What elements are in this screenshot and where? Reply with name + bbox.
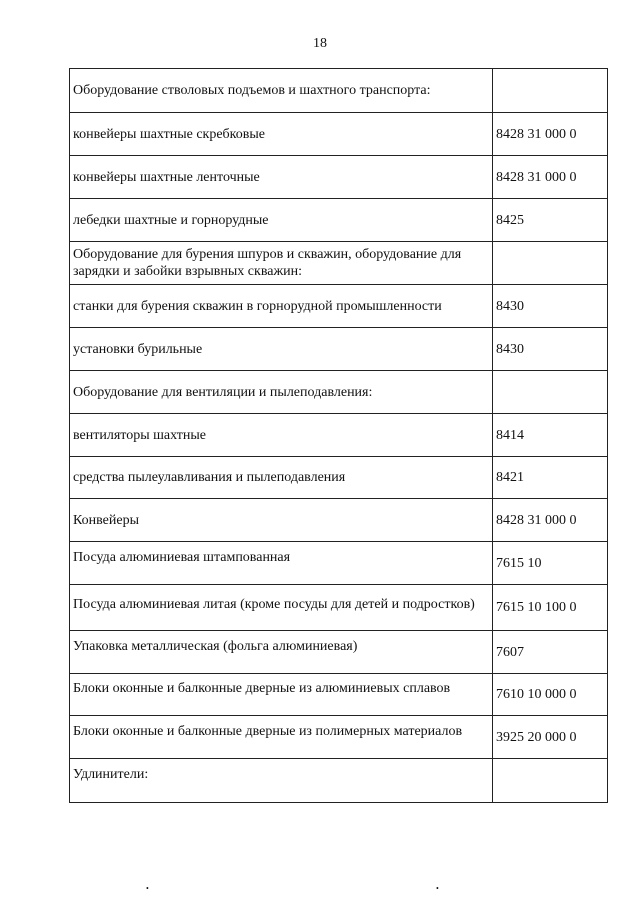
row-name-cell: [70, 285, 493, 328]
row-code: 8428 31 000 0: [496, 512, 577, 528]
row-name-cell: [70, 414, 493, 457]
row-name: лебедки шахтные и горнорудные: [73, 212, 269, 228]
row-code-cell: [493, 242, 608, 285]
row-code: 7615 10 100 0: [496, 600, 577, 615]
row-name-cell: [70, 716, 493, 759]
row-name-cell: [70, 585, 493, 631]
row-name: средства пылеулавливания и пылеподавления: [73, 470, 346, 485]
row-name: конвейеры шахтные ленточные: [73, 169, 260, 185]
row-code-cell: [493, 631, 608, 674]
row-code-cell: [493, 457, 608, 499]
table-row: [70, 371, 608, 414]
row-code-cell: [493, 113, 608, 156]
table-row: [70, 156, 608, 199]
table-row: [70, 69, 608, 113]
table-row: [70, 242, 608, 285]
table-row: [70, 542, 608, 585]
row-code-cell: [493, 542, 608, 585]
row-code: 8428 31 000 0: [496, 169, 577, 185]
table-row: [70, 285, 608, 328]
row-code: 7607: [496, 644, 524, 660]
row-code: 8414: [496, 427, 524, 443]
table-row: [70, 414, 608, 457]
row-name: станки для бурения скважин в горнорудной промышленности: [73, 298, 442, 314]
row-code-cell: [493, 414, 608, 457]
row-name-cell: [70, 371, 493, 414]
table-row: [70, 716, 608, 759]
row-code-cell: [493, 499, 608, 542]
table-row: [70, 674, 608, 716]
row-name: Удлинители:: [73, 767, 149, 782]
row-name: Блоки оконные и балконные дверные из алюминиевых сплавов: [73, 681, 451, 696]
table-row: [70, 328, 608, 371]
row-name-cell: [70, 328, 493, 371]
row-name: Блоки оконные и балконные дверные из полимерных материалов: [73, 723, 463, 739]
row-name: Упаковка металлическая (фольга алюминиевая): [73, 638, 358, 654]
table-row: [70, 499, 608, 542]
row-code-cell: [493, 674, 608, 716]
table-row: [70, 631, 608, 674]
row-name-cell: [70, 113, 493, 156]
classification-table: [69, 68, 608, 803]
row-code-cell: [493, 69, 608, 113]
table-row: [70, 457, 608, 499]
row-code: 7615 10: [496, 555, 542, 571]
row-code-cell: [493, 199, 608, 242]
row-name-cell: [70, 242, 493, 285]
row-name-cell: [70, 69, 493, 113]
table-row: [70, 113, 608, 156]
table-row: [70, 759, 608, 803]
row-name-cell: [70, 457, 493, 499]
row-name: установки бурильные: [73, 341, 203, 357]
row-code-cell: [493, 759, 608, 803]
row-name: Оборудование стволовых подъемов и шахтного транспорта:: [73, 83, 431, 98]
row-name-cell: [70, 542, 493, 585]
table-row: [70, 585, 608, 631]
row-code: 8428 31 000 0: [496, 126, 577, 142]
row-code: 8421: [496, 470, 524, 485]
row-code: 8430: [496, 298, 524, 314]
row-name-cell: [70, 631, 493, 674]
row-name-cell: [70, 499, 493, 542]
row-code-cell: [493, 585, 608, 631]
row-code-cell: [493, 328, 608, 371]
row-code-cell: [493, 285, 608, 328]
row-name-cell: [70, 156, 493, 199]
row-code: 8425: [496, 212, 524, 228]
table-row: [70, 199, 608, 242]
row-code-cell: [493, 371, 608, 414]
footer-mark: •: [146, 884, 149, 893]
row-name: Конвейеры: [73, 512, 139, 528]
row-name: Оборудование для бурения шпуров и скважин, оборудование для зарядки и забойки взрывных скважин:: [73, 247, 462, 279]
row-code: 3925 20 000 0: [496, 729, 577, 745]
row-code: 8430: [496, 341, 524, 357]
row-name-cell: [70, 759, 493, 803]
row-name: конвейеры шахтные скребковые: [73, 126, 265, 142]
row-name: Посуда алюминиевая штампованная: [73, 549, 291, 565]
row-name: Посуда алюминиевая литая (кроме посуды для детей и подростков): [73, 597, 475, 612]
row-name: Оборудование для вентиляции и пылеподавления:: [73, 384, 373, 400]
page-number: 18: [313, 36, 327, 51]
row-code-cell: [493, 716, 608, 759]
row-name-cell: [70, 199, 493, 242]
row-name: вентиляторы шахтные: [73, 427, 206, 443]
row-name-cell: [70, 674, 493, 716]
footer-mark: •: [436, 884, 439, 893]
row-code-cell: [493, 156, 608, 199]
row-code: 7610 10 000 0: [496, 687, 577, 702]
